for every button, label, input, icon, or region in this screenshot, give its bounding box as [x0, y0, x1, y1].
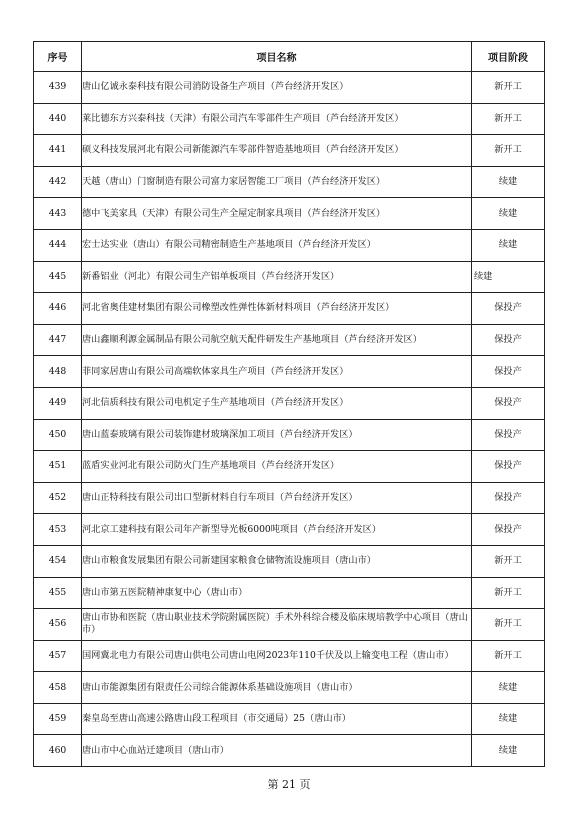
project-stage: 新开工 — [472, 609, 545, 641]
table-row — [34, 419, 545, 451]
header-stage: 项目阶段 — [472, 42, 545, 72]
project-stage: 保投产 — [472, 419, 545, 451]
project-stage: 保投产 — [472, 514, 545, 546]
table-row — [34, 229, 545, 261]
row-number: 449 — [34, 387, 82, 419]
project-name: 国网冀北电力有限公司唐山供电公司唐山电网2023年110千伏及以上输变电工程（唐山市） — [82, 640, 472, 672]
row-number: 450 — [34, 419, 82, 451]
table-row — [34, 198, 545, 230]
project-stage: 新开工 — [472, 103, 545, 135]
project-stage: 续建 — [472, 166, 545, 198]
table-row — [34, 451, 545, 483]
table-row — [34, 703, 545, 735]
project-stage: 续建 — [472, 703, 545, 735]
table-row — [34, 482, 545, 514]
row-number: 440 — [34, 103, 82, 135]
project-name: 秦皇岛至唐山高速公路唐山段工程项目（市交通局）25（唐山市） — [82, 703, 472, 735]
row-number: 452 — [34, 482, 82, 514]
project-name: 蓝盾实业河北有限公司防火门生产基地项目（芦台经济开发区） — [82, 451, 472, 483]
row-number: 459 — [34, 703, 82, 735]
project-name: 唐山亿诚永泰科技有限公司消防设备生产项目（芦台经济开发区） — [82, 72, 472, 104]
table-row — [34, 135, 545, 167]
project-stage: 新开工 — [472, 545, 545, 577]
project-stage: 新开工 — [472, 640, 545, 672]
row-number: 454 — [34, 545, 82, 577]
project-stage: 保投产 — [472, 356, 545, 388]
project-stage: 续建 — [472, 735, 545, 767]
project-stage: 续建 — [472, 261, 545, 293]
row-number: 451 — [34, 451, 82, 483]
row-number: 444 — [34, 229, 82, 261]
project-name: 莱比德东方兴泰科技（天津）有限公司汽车零部件生产项目（芦台经济开发区） — [82, 103, 472, 135]
project-stage: 保投产 — [472, 324, 545, 356]
table-row — [34, 545, 545, 577]
table-row — [34, 324, 545, 356]
table-body — [34, 72, 545, 767]
table-row — [34, 514, 545, 546]
project-name: 唐山市协和医院（唐山职业技术学院附属医院）手术外科综合楼及临床规培教学中心项目（唐山市） — [82, 609, 472, 641]
table-row — [34, 672, 545, 704]
project-name: 天越（唐山）门窗制造有限公司富力家居智能工厂项目（芦台经济开发区） — [82, 166, 472, 198]
row-number: 453 — [34, 514, 82, 546]
row-number: 445 — [34, 261, 82, 293]
row-number: 455 — [34, 577, 82, 609]
row-number: 447 — [34, 324, 82, 356]
row-number: 439 — [34, 72, 82, 104]
header-no: 序号 — [34, 42, 82, 72]
project-name: 河北省奥佳建材集团有限公司橡塑改性弹性体新材料项目（芦台经济开发区） — [82, 293, 472, 325]
row-number: 441 — [34, 135, 82, 167]
table-row — [34, 103, 545, 135]
row-number: 457 — [34, 640, 82, 672]
table-row — [34, 735, 545, 767]
table-row — [34, 72, 545, 104]
project-name: 德中飞美家具（天津）有限公司生产全屋定制家具项目（芦台经济开发区） — [82, 198, 472, 230]
project-name: 唐山市能源集团有限责任公司综合能源体系基础设施项目（唐山市） — [82, 672, 472, 704]
table-row — [34, 166, 545, 198]
project-name: 河北京工建科技有限公司年产新型导光板6000吨项目（芦台经济开发区） — [82, 514, 472, 546]
project-stage: 续建 — [472, 672, 545, 704]
project-stage: 续建 — [472, 229, 545, 261]
table-row — [34, 293, 545, 325]
project-stage: 续建 — [472, 198, 545, 230]
header-name: 项目名称 — [82, 42, 472, 72]
project-name: 唐山鑫顺利源金属制品有限公司航空航天配件研发生产基地项目（芦台经济开发区） — [82, 324, 472, 356]
table-row — [34, 577, 545, 609]
row-number: 443 — [34, 198, 82, 230]
row-number: 460 — [34, 735, 82, 767]
project-stage: 新开工 — [472, 72, 545, 104]
table-header-row — [34, 42, 545, 72]
row-number: 456 — [34, 609, 82, 641]
project-name: 宏士达实业（唐山）有限公司精密制造生产基地项目（芦台经济开发区） — [82, 229, 472, 261]
project-table — [33, 41, 545, 767]
project-name: 硕义科技发展河北有限公司新能源汽车零部件智造基地项目（芦台经济开发区） — [82, 135, 472, 167]
project-name: 河北信质科技有限公司电机定子生产基地项目（芦台经济开发区） — [82, 387, 472, 419]
project-name: 唐山正特科技有限公司出口型新材料自行车项目（芦台经济开发区） — [82, 482, 472, 514]
project-name: 菲同家居唐山有限公司高端软体家具生产项目（芦台经济开发区） — [82, 356, 472, 388]
project-stage: 保投产 — [472, 451, 545, 483]
project-stage: 保投产 — [472, 387, 545, 419]
project-name: 新番铝业（河北）有限公司生产铝单板项目（芦台经济开发区） — [82, 261, 472, 293]
row-number: 448 — [34, 356, 82, 388]
project-name: 唐山蓝泰玻璃有限公司装饰建材玻璃深加工项目（芦台经济开发区） — [82, 419, 472, 451]
project-stage: 保投产 — [472, 482, 545, 514]
row-number: 446 — [34, 293, 82, 325]
project-stage: 保投产 — [472, 293, 545, 325]
table-row — [34, 387, 545, 419]
project-stage: 新开工 — [472, 135, 545, 167]
project-stage: 新开工 — [472, 577, 545, 609]
table-row — [34, 609, 545, 641]
row-number: 442 — [34, 166, 82, 198]
row-number: 458 — [34, 672, 82, 704]
table-row — [34, 261, 545, 293]
table-row — [34, 356, 545, 388]
page-number: 第 21 页 — [267, 778, 311, 791]
project-name: 唐山市粮食发展集团有限公司新建国家粮食仓储物流设施项目（唐山市） — [82, 545, 472, 577]
project-name: 唐山市第五医院精神康复中心（唐山市） — [82, 577, 472, 609]
table-row — [34, 640, 545, 672]
project-name: 唐山市中心血站迁建项目（唐山市） — [82, 735, 472, 767]
